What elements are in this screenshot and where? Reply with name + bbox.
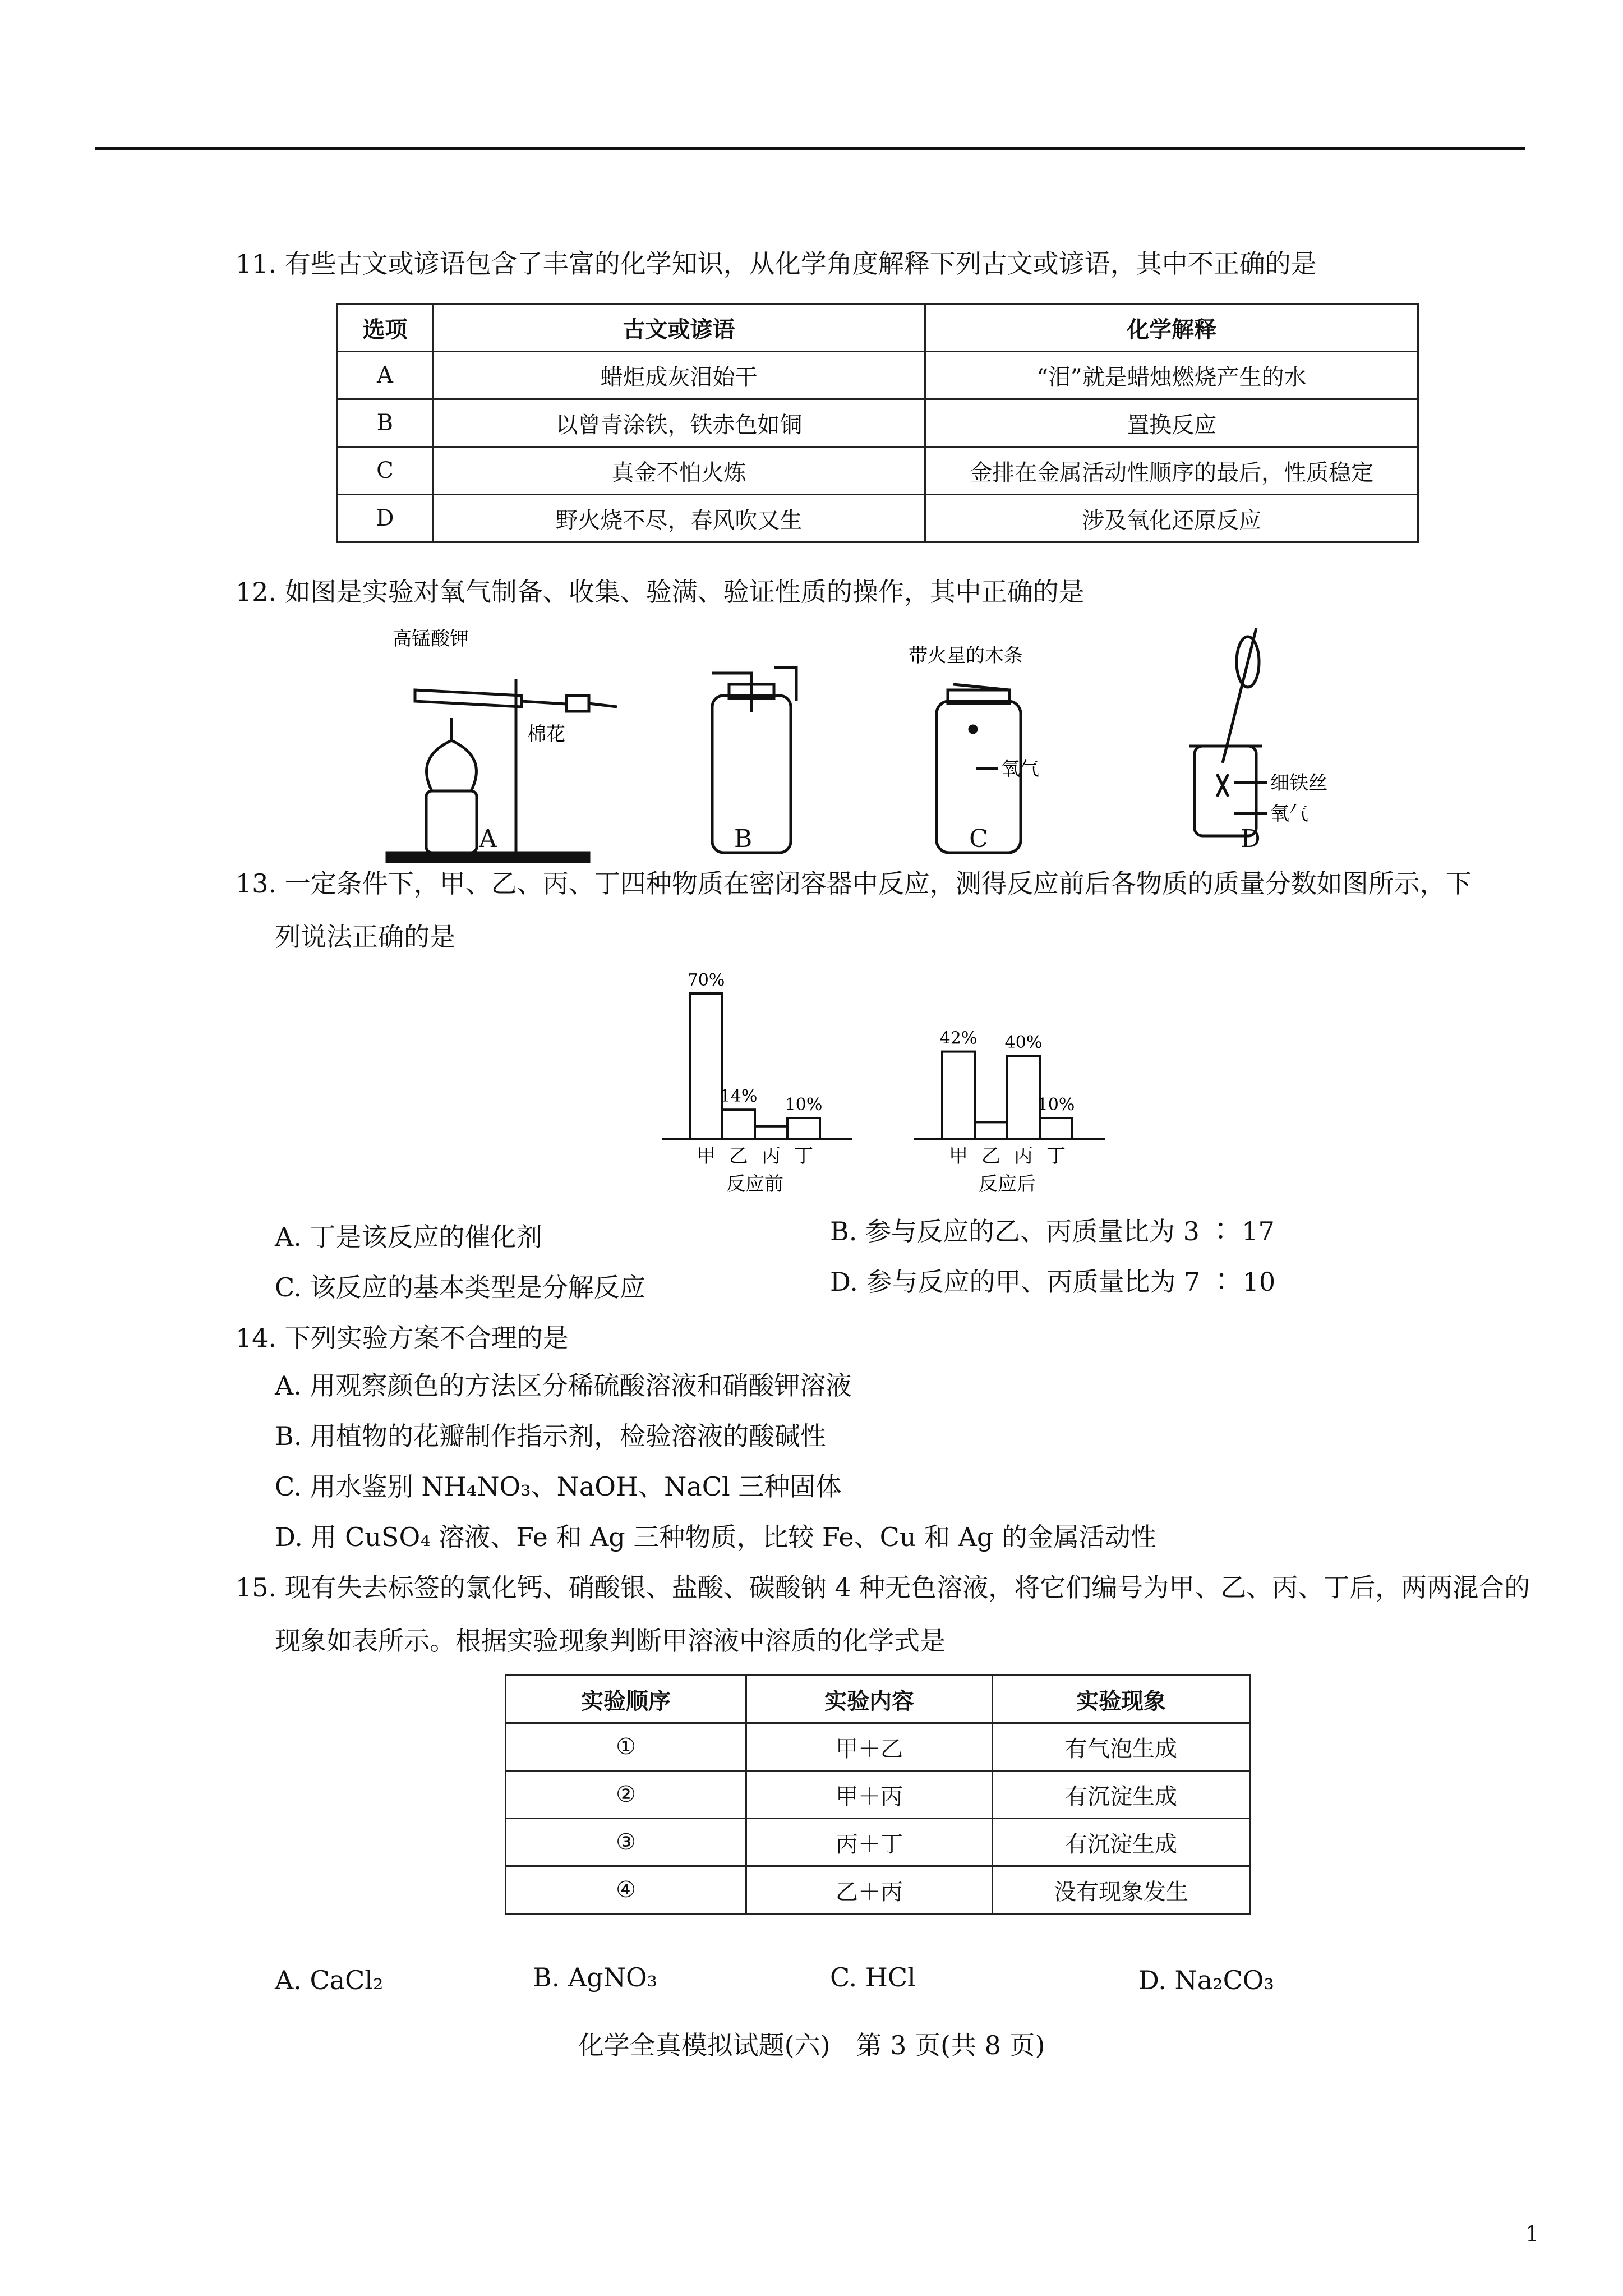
caption-c: C: [969, 825, 988, 853]
header-cell: 古文或谚语: [432, 304, 925, 352]
chart-bar: [1040, 1118, 1072, 1139]
chart-data-label: 42%: [939, 1028, 978, 1048]
chart-after: [909, 1015, 1110, 1200]
table-cell: 蜡炬成灰泪始干: [432, 352, 925, 399]
caption-a: A: [479, 825, 497, 853]
q14-stem: 14. 下列实验方案不合理的是: [236, 1323, 569, 1353]
table-cell: 甲＋乙: [746, 1723, 993, 1771]
chart-data-label: 10%: [1037, 1095, 1075, 1115]
apparatus-d: [1189, 628, 1262, 836]
table-row: [506, 1866, 1250, 1914]
table-cell: ①: [506, 1723, 746, 1771]
header-cell: 实验现象: [993, 1676, 1250, 1723]
table-cell: 乙＋丙: [746, 1866, 993, 1914]
table-cell: 涉及氧化还原反应: [925, 495, 1418, 542]
table-header-row: [506, 1676, 1250, 1723]
q15-table: [505, 1674, 1251, 1915]
table-cell: 丙＋丁: [746, 1819, 993, 1866]
table-cell: 以曾青涂铁，铁赤色如铜: [432, 399, 925, 447]
chart-xlabel: 反应前: [726, 1173, 783, 1195]
table-cell: 金排在金属活动性顺序的最后，性质稳定: [925, 447, 1418, 495]
label-a-top: 高锰酸钾: [393, 628, 469, 650]
label-c-top: 带火星的木条: [909, 645, 1023, 667]
table-cell: 真金不怕火炼: [432, 447, 925, 495]
q11-table: [336, 303, 1419, 543]
table-cell: C: [338, 447, 433, 495]
q12-stem: 12. 如图是实验对氧气制备、收集、验满、验证性质的操作，其中正确的是: [236, 577, 1085, 607]
table-cell: 有沉淀生成: [993, 1771, 1250, 1819]
header-cell: 实验顺序: [506, 1676, 746, 1723]
q14-option-c: C. 用水鉴别 NH₄NO₃、NaOH、NaCl 三种固体: [275, 1471, 842, 1502]
caption-d: D: [1241, 825, 1261, 853]
chart-bar: [1007, 1056, 1040, 1139]
chart-category-label: 丁: [794, 1145, 813, 1167]
q13-stem-line1: 13. 一定条件下，甲、乙、丙、丁四种物质在密闭容器中反应，测得反应前后各物质的质量分数如图所示，下: [236, 868, 1472, 899]
chart-category-label: 乙: [729, 1145, 748, 1167]
chart-category-label: 甲: [949, 1145, 968, 1167]
q15-stem-line1: 15. 现有失去标签的氯化钙、硝酸银、盐酸、碳酸钠 4 种无色溶液，将它们编号为甲、乙、丙、丁后，两两混合的: [236, 1572, 1530, 1603]
q13-option-b: B. 参与反应的乙、丙质量比为 3 ∶ 17: [830, 1216, 1275, 1246]
chart-category-label: 丙: [1014, 1145, 1033, 1167]
corner-mark: 1: [1525, 2221, 1539, 2246]
label-c-side: 氧气: [1001, 758, 1039, 780]
chart-data-label: 14%: [720, 1087, 758, 1107]
chart-bar: [755, 1126, 787, 1139]
q13-option-a: A. 丁是该反应的催化剂: [275, 1222, 542, 1252]
table-row: [506, 1771, 1250, 1819]
table-cell: B: [338, 399, 433, 447]
q15-option-d: D. Na₂CO₃: [1138, 1965, 1274, 1995]
q15-option-c: C. HCl: [830, 1962, 916, 1993]
q14-option-b: B. 用植物的花瓣制作指示剂，检验溶液的酸碱性: [275, 1421, 827, 1451]
q14-option-d: D. 用 CuSO₄ 溶液、Fe 和 Ag 三种物质，比较 Fe、Cu 和 Ag 的金属活动性: [275, 1522, 1156, 1552]
label-d-gas: 氧气: [1270, 803, 1308, 825]
header-cell: 选项: [338, 304, 433, 352]
label-d-wire: 细铁丝: [1270, 772, 1327, 794]
chart-bar: [975, 1122, 1007, 1139]
table-cell: D: [338, 495, 433, 542]
caption-b: B: [734, 825, 753, 853]
table-cell: 置换反应: [925, 399, 1418, 447]
chart-category-label: 丁: [1046, 1145, 1066, 1167]
q15-option-b: B. AgNO₃: [533, 1962, 658, 1993]
q13-option-c: C. 该反应的基本类型是分解反应: [275, 1272, 645, 1303]
q13-option-d: D. 参与反应的甲、丙质量比为 7 ∶ 10: [830, 1267, 1276, 1297]
table-cell: ③: [506, 1819, 746, 1866]
table-row: [338, 447, 1418, 495]
chart-bar: [722, 1110, 755, 1139]
chart-bar: [787, 1118, 820, 1139]
chart-bar: [690, 993, 722, 1139]
chart-category-label: 甲: [697, 1145, 716, 1167]
header-cell: 化学解释: [925, 304, 1418, 352]
table-row: [506, 1819, 1250, 1866]
chart-category-label: 丙: [762, 1145, 781, 1167]
chart-bar: [942, 1052, 975, 1139]
chart-category-label: 乙: [981, 1145, 1000, 1167]
q15-option-a: A. CaCl₂: [275, 1965, 384, 1995]
table-header-row: [338, 304, 1418, 352]
q11-stem: 11. 有些古文或谚语包含了丰富的化学知识，从化学角度解释下列古文或谚语，其中不正确的是: [236, 249, 1317, 279]
table-cell: A: [338, 352, 433, 399]
table-cell: 有沉淀生成: [993, 1819, 1250, 1866]
table-row: [506, 1723, 1250, 1771]
table-row: [338, 399, 1418, 447]
q15-stem-line2: 现象如表所示。根据实验现象判断甲溶液中溶质的化学式是: [275, 1626, 946, 1656]
label-a-side: 棉花: [527, 723, 565, 746]
table-cell: 甲＋丙: [746, 1771, 993, 1819]
chart-data-label: 10%: [785, 1095, 823, 1115]
table-row: [338, 352, 1418, 399]
page-footer: 化学全真模拟试题(六) 第 3 页(共 8 页): [578, 2030, 1045, 2060]
chart-data-label: 70%: [687, 970, 725, 990]
table-cell: 野火烧不尽，春风吹又生: [432, 495, 925, 542]
table-cell: “泪”就是蜡烛燃烧产生的水: [925, 352, 1418, 399]
chart-before: [656, 965, 858, 1200]
table-cell: ②: [506, 1771, 746, 1819]
header-rule: [95, 147, 1525, 150]
chart-data-label: 40%: [1004, 1033, 1043, 1052]
table-cell: ④: [506, 1866, 746, 1914]
table-row: [338, 495, 1418, 542]
table-cell: 没有现象发生: [993, 1866, 1250, 1914]
header-cell: 实验内容: [746, 1676, 993, 1723]
chart-xlabel: 反应后: [979, 1173, 1036, 1195]
q14-option-a: A. 用观察颜色的方法区分稀硫酸溶液和硝酸钾溶液: [275, 1370, 852, 1401]
table-cell: 有气泡生成: [993, 1723, 1250, 1771]
q13-stem-line2: 列说法正确的是: [275, 922, 455, 952]
